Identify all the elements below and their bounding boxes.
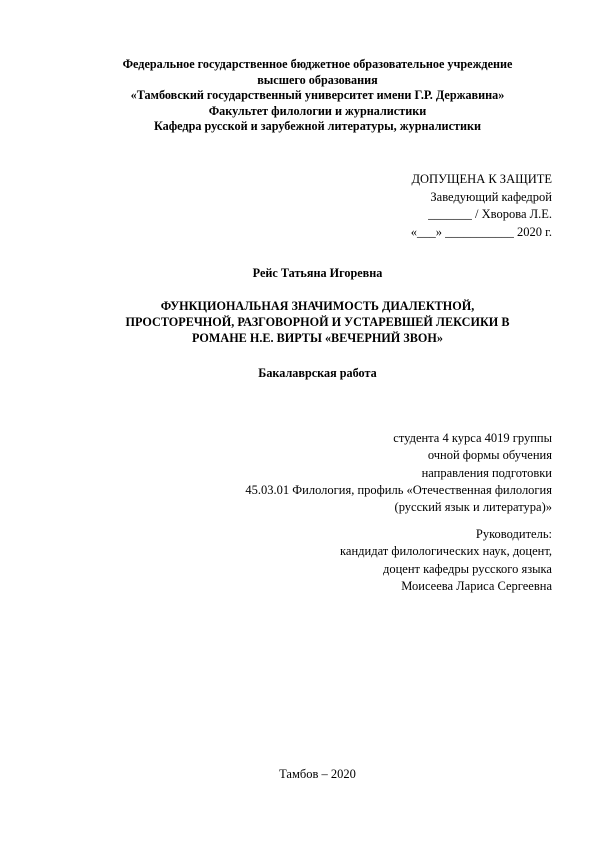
supervisor-position: доцент кафедры русского языка	[382, 561, 552, 576]
thesis-title	[40, 298, 595, 346]
supervisor-label: Руководитель:	[475, 527, 552, 541]
author-name: Рейс Татьяна Игоревна	[252, 266, 383, 280]
approval-signature: _______ / Хворова Л.Е.	[428, 207, 552, 221]
approval-title: ДОПУЩЕНА К ЗАЩИТЕ	[411, 172, 552, 186]
thesis-title-line: ФУНКЦИОНАЛЬНАЯ ЗНАЧИМОСТЬ ДИАЛЕКТНОЙ,	[160, 299, 475, 313]
institution-type: Федеральное государственное бюджетное образовательное учреждение	[122, 57, 513, 71]
student-profile: (русский язык и литература)»	[394, 500, 552, 515]
supervisor-degree: кандидат филологических наук, доцент,	[340, 544, 552, 559]
supervisor-info	[340, 526, 552, 595]
approval-block	[411, 171, 552, 241]
institution-level: высшего образования	[257, 72, 378, 87]
department-name: Кафедра русской и зарубежной литературы, журналистики	[153, 119, 482, 133]
university-name: «Тамбовский государственный университет имени Г.Р. Державина»	[130, 88, 505, 102]
student-course: студента 4 курса 4019 группы	[393, 431, 552, 445]
thesis-title-line: РОМАНЕ Н.Е. ВИРТЫ «ВЕЧЕРНИЙ ЗВОН»	[192, 331, 443, 345]
student-study-form: очной формы обучения	[427, 448, 552, 463]
work-type: Бакалаврская работа	[258, 366, 377, 380]
thesis-title-line: ПРОСТОРЕЧНОЙ, РАЗГОВОРНОЙ И УСТАРЕВШЕЙ ЛЕКСИКИ В	[125, 315, 510, 329]
student-info	[245, 430, 552, 516]
institution-header	[40, 57, 595, 135]
approval-date: «___» ___________ 2020 г.	[410, 224, 552, 239]
city-year: Тамбов – 2020	[279, 767, 356, 781]
student-direction: 45.03.01 Филология, профиль «Отечественная филология	[245, 482, 552, 497]
supervisor-name: Моисеева Лариса Сергеевна	[401, 578, 552, 593]
faculty-name: Факультет филологии и журналистики	[208, 103, 427, 118]
approval-position: Заведующий кафедрой	[430, 189, 552, 204]
student-direction-label: направления подготовки	[421, 465, 552, 480]
